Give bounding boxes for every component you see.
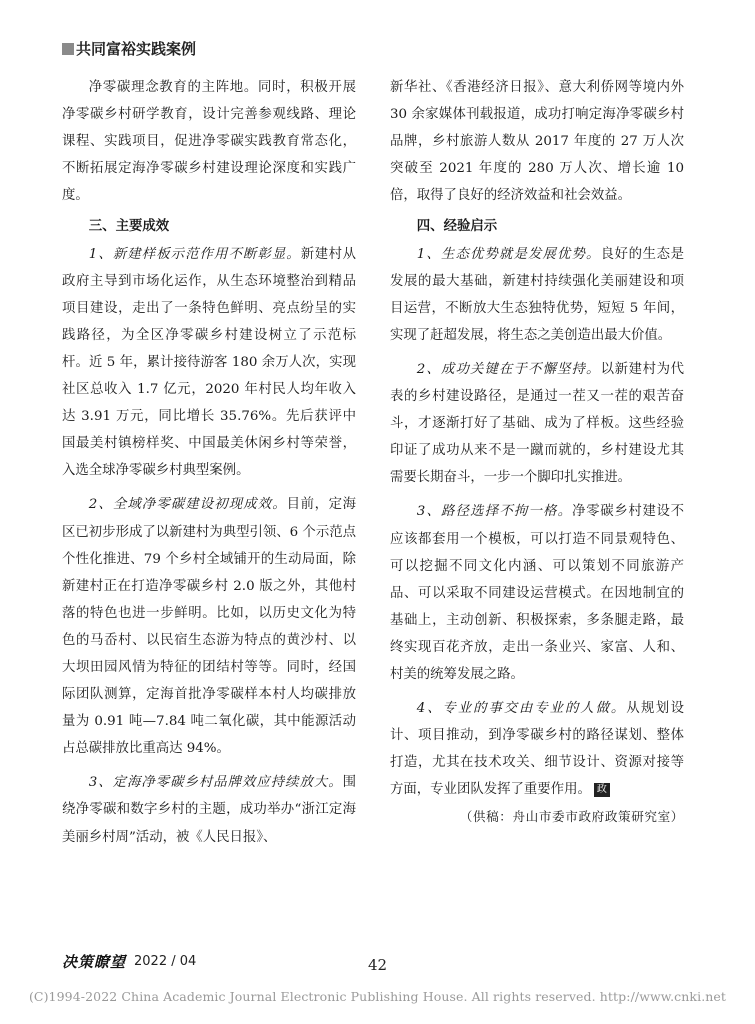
results-item-1-lead: 1、新建样板示范作用不断彰显。 [88,246,301,262]
article-end-mark-icon: 政 [594,783,610,797]
issue-number: 2022 / 04 [134,954,197,969]
section3-heading: 三、主要成效 [88,219,170,235]
lessons-item-3 [390,498,684,688]
lessons-item-2-body: 以新建村为代表的乡村建设路径，是通过一茬又一茬的艰苦奋斗，才逐渐打好了基础、成为了样板。这些经验印证了成功从来不是一蹴而就的，乡村建设尤其需要长期奋斗，一步一个脚印扎实推进。 [390,361,685,486]
lessons-item-4-body: 从规划设计、项目推动，到净零碳乡村的路径谋划、整体打造，尤其在技术攻关、细节设计、资源对接等方面，专业团队发挥了重要作用。 [390,701,684,798]
results-item-2-lead: 2、全域净零碳建设初现成效。 [88,497,287,513]
lessons-item-4-lead: 4、专业的事交由专业的人做。 [416,701,627,717]
section-header [62,38,196,59]
page-number: 42 [367,956,388,974]
lessons-item-3-lead: 3、路径选择不拘一格。 [416,504,573,520]
continuation-paragraph: 新华社、《香港经济日报》、意大利侨网等境内外 30 余家媒体刊载报道，成功打响定海净零碳乡村品牌，乡村旅游人数从 2017 年度的 27 万人次突破至 2021 年度的 280 万人次、增长逾 10 倍，取得了良好的经济效益和社会效益。 [390,80,684,204]
left-column [62,74,356,851]
lessons-item-1 [390,241,684,349]
results-item-2-body: 目前，定海区已初步形成了以新建村为典型引领、6 个示范点个性化推进、79 个乡村全域铺开的生动局面，除新建村正在打造净零碳乡村 2.0 版之外，其他村落的特色也进一步鲜明。比如，以历史文化为特色的马岙村、以民宿生态游为特点的黄沙村、以大坝田园风情为特征的团结村等等。同时，经国际团队测算，定海首批净零碳样本村人均碳排放量为 0.91 吨—7.84 吨二氧化碳，其中能源活动占总碳排放比重高达 94%。 [62,497,356,757]
lessons-item-2-lead: 2、成功关键在于不懈坚持。 [416,361,601,377]
lessons-item-1-lead: 1、生态优势就是发展优势。 [416,246,601,262]
results-item-1-body: 新建村从政府主导到市场化运作，从生态环境整治到精品项目建设，走出了一条特色鲜明、亮点纷呈的实践路径，为全区净零碳乡村建设树立了示范标杆。近 5 年，累计接待游客 180 余万人次，实现社区总收入 1.7 亿元，2020 年村民人均年收入达 3.91 万元，同比增长 35.76%。先后获评中国最美村镇榜样奖、中国最美休闲乡村等荣誉，入选全球净零碳乡村典型案例。 [62,246,357,479]
copyright-line: (C)1994-2022 China Academic Journal Electronic Publishing House. All rights reserved. http://www.cnki.net [28,989,727,1004]
results-item-3 [62,769,356,850]
lessons-item-3-body: 净零碳乡村建设不应该都套用一个模板，可以打造不同景观特色、可以挖掘不同文化内涵、可以策划不同旅游产品、可以采取不同建设运营模式。在因地制宜的基础上，主动创新、积极探索，多条腿走路，最终实现百花齐放，走出一条业兴、家富、人和、村美的统筹发展之路。 [390,504,685,682]
section-title: 共同富裕实践案例 [76,40,197,58]
header-square-icon [62,43,74,55]
intro-paragraph: 净零碳理念教育的主阵地。同时，积极开展净零碳乡村研学教育，设计完善参观线路、理论课程、实践项目，促进净零碳实践教育常态化，不断拓展定海净零碳乡村建设理论深度和实践广度。 [62,80,356,204]
results-item-3-body: 围绕净零碳和数字乡村的主题，成功举办“浙江定海美丽乡村周”活动，被《人民日报》、 [62,775,356,845]
source-credit: （供稿：舟山市委市政府政策研究室） [459,809,684,825]
section4-heading: 四、经验启示 [416,219,498,235]
lessons-item-1-body: 良好的生态是发展的最大基础，新建村持续强化美丽建设和项目运营，不断放大生态独特优势，短短 5 年间，实现了赶超发展，将生态之美创造出最大价值。 [390,246,685,343]
results-item-2 [62,491,356,762]
right-column [390,74,684,831]
results-item-3-lead: 3、定海净零碳乡村品牌效应持续放大。 [88,775,343,791]
lessons-item-4 [390,695,684,803]
journal-logo: 决策瞭望 [62,953,127,971]
results-item-1 [62,241,356,485]
lessons-item-2 [390,356,684,491]
